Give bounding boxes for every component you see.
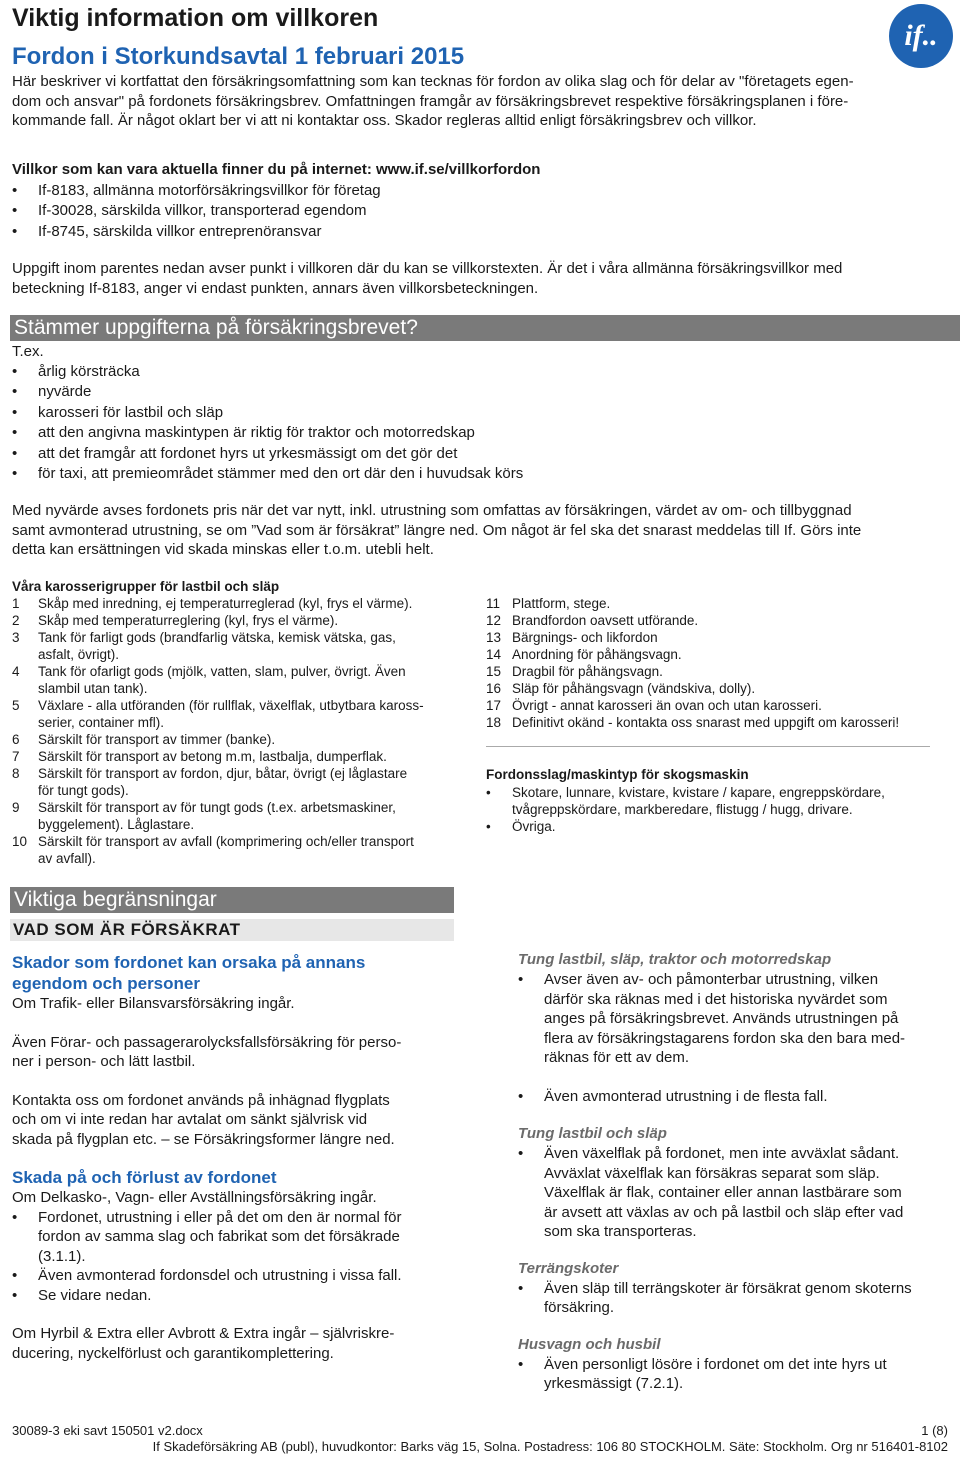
- list-item: 3 Tank för farligt gods (brandfarlig vätska, kemisk vätska, gas, asfalt, övrigt).: [12, 630, 396, 662]
- new-value-paragraph: Med nyvärde avses fordonets pris när det var nytt, inkl. utrustning som omfattas av försäkringen, värdet av om- och tillbyggnad samt avmonterad utrustning, se om ”Vad som är försäkrat” längre ned. Om något är fel ska det snarast meddelas till If. Görs inte detta kan ersättningen vid skada minskas eller t.o.m. utebli helt.: [12, 502, 862, 558]
- if-logo: if..: [889, 4, 953, 68]
- forestry-heading: Fordonsslag/maskintyp för skogsmaskin: [486, 767, 749, 782]
- list-item: • Skotare, lunnare, kvistare, kvistare / kapare, engreppskördare, tvågreppskördare, markberedare, flistugg / hugg, drivare.: [486, 784, 946, 818]
- footer-company-info: If Skadeförsäkring AB (publ), huvudkontor: Barks väg 15, Solna. Postadress: 106 80 STOCKHOLM. Säte: Stockholm. Org nr 516401-8102: [152, 1439, 948, 1454]
- section-bar-limits: Viktiga begränsningar: [10, 887, 454, 913]
- list-item: • Se vidare nedan.: [12, 1286, 462, 1306]
- intro-paragraph: Här beskriver vi kortfattat den försäkringsomfattning som kan tecknas för fordon av olika slag och för delar av "företagets egen- dom och ansvar" på fordonets försäkringsbrev. Omfattningen framgår av försäkringsbrevet respektive försäkringsplanen i före- kommande fall. Är något oklart ber vi att ni kontaktar oss. Skador regleras alltid enligt försäkringsbrev och villkor.: [12, 73, 854, 129]
- list-item: 6 Särskilt för transport av timmer (banke).: [12, 732, 276, 747]
- terms-note: Uppgift inom parentes nedan avser punkt i villkoren där du kan se villkorstexten. Är det i våra allmänna försäkringsvillkor med beteckning If-8183, anger vi endast punkten, annars även villkorsbeteckningen.: [12, 260, 843, 297]
- list-item: 5 Växlare - alla utföranden (för rullflak, växelflak, utbytbara kaross- serier, container mfl).: [12, 698, 424, 730]
- page-title: Viktig information om villkoren: [12, 4, 379, 32]
- list-item: • för taxi, att premieområdet stämmer med den ort där den i huvudsak körs: [12, 464, 952, 485]
- footer-page-number: 1 (8): [921, 1423, 948, 1438]
- list-item: • Även personligt lösöre i fordonet om det inte hyrs ut yrkesmässigt (7.2.1).: [518, 1355, 953, 1394]
- heading-caravan: Husvagn och husbil: [518, 1335, 661, 1353]
- check-section: T.ex. • årlig körsträcka • nyvärde • karosseri för lastbil och släp • att den angivna maskintypen är riktig för traktor och motorredskap • att det framgår att fordonet hyrs ut yrkesmässigt om det gör det • för taxi, att premieområdet stämmer med den ort där den i huvudsak körs: [12, 342, 952, 485]
- list-item: 18 Definitivt okänd - kontakta oss snarast med uppgift om karosseri!: [486, 715, 900, 730]
- list-item: 17 Övrigt - annat karosseri än ovan och utan karosseri.: [486, 698, 822, 713]
- list-item: 16 Släp för påhängsvagn (vändskiva, dolly).: [486, 681, 756, 696]
- list-item: • karosseri för lastbil och släp: [12, 403, 952, 424]
- body-groups-right: [486, 595, 956, 731]
- list-item: 13 Bärgnings- och likfordon: [486, 630, 658, 645]
- page-subtitle: Fordon i Storkundsavtal 1 februari 2015: [12, 43, 465, 70]
- list-item: • If-8183, allmänna motorförsäkringsvillkor för företag: [12, 181, 952, 202]
- terms-section: [12, 160, 952, 242]
- list-item: 9 Särskilt för transport av för tungt gods (t.ex. arbetsmaskiner, byggelement). Låglastare.: [12, 800, 396, 832]
- terms-list: [12, 181, 952, 243]
- heading-third-party: Skador som fordonet kan orsaka på annans egendom och personer: [12, 953, 366, 993]
- list-item: • årlig körsträcka: [12, 362, 952, 383]
- list-item: • Även släp till terrängskoter är försäkrat genom skoterns försäkring.: [518, 1279, 953, 1318]
- list-item: 10 Särskilt för transport av avfall (komprimering och/eller transport av avfall).: [12, 834, 414, 866]
- heading-snowmobile: Terrängskoter: [518, 1259, 619, 1277]
- body-groups-heading: Våra karosserigrupper för lastbil och släp: [12, 579, 280, 594]
- terms-heading: Villkor som kan vara aktuella finner du på internet: www.if.se/villkorfordon: [12, 161, 541, 178]
- list-item: 8 Särskilt för transport av fordon, djur, båtar, övrigt (ej låglastare för tungt gods).: [12, 766, 408, 798]
- list-item: 12 Brandfordon oavsett utförande.: [486, 613, 699, 628]
- heading-vehicle-damage: Skada på och förlust av fordonet: [12, 1168, 277, 1187]
- list-item: 7 Särskilt för transport av betong m.m, lastbalja, dumperflak.: [12, 749, 387, 764]
- limits-left-column: Skador som fordonet kan orsaka på annans egendom och personer Om Trafik- eller Bilansvarsförsäkring ingår. Även Förar- och passagerarolycksfallsförsäkring för perso- ner i person- och lätt lastbil. Kontakta oss om fordonet används på inhägnad flygplats och om vi inte redan har avtalat om sänkt självrisk vid skada på flygplan etc. – se Försäkringsformer längre ned. Skada på och förlust av fordonet Om Delkasko-, Vagn- eller Avställningsförsäkring ingår. • Fordonet, utrustning i eller på det om den är normal för fordon av samma slag och fabrikat som det försäkrade (3.1.1). • Även avmonterad fordonsdel och utrustning i vissa fall. • Se vidare nedan. Om Hyrbil & Extra eller Avbrott & Extra ingår – självriskre- ducering, nyckelförlust och garantikomplettering.: [12, 952, 462, 1363]
- list-item: • att den angivna maskintypen är riktig för traktor och motorredskap: [12, 423, 952, 444]
- list-item: • If-8745, särskilda villkor entreprenöransvar: [12, 222, 952, 243]
- list-item: 11 Plattform, stege.: [486, 596, 611, 611]
- list-item: • Övriga.: [486, 818, 946, 835]
- list-item: 1 Skåp med inredning, ej temperaturreglerad (kyl, frys el värme).: [12, 596, 413, 611]
- heading-heavy-truck: Tung lastbil, släp, traktor och motorredskap: [518, 951, 832, 968]
- check-list: [12, 362, 952, 485]
- list-item: 2 Skåp med temperaturreglering (kyl, frys el värme).: [12, 613, 339, 628]
- divider: [486, 746, 930, 747]
- list-item: • att det framgår att fordonet hyrs ut yrkesmässigt om det gör det: [12, 444, 952, 465]
- list-item: • Även avmonterad fordonsdel och utrustning i vissa fall.: [12, 1266, 462, 1286]
- limits-right-column: [518, 950, 953, 1394]
- list-item: • nyvärde: [12, 382, 952, 403]
- list-item: 4 Tank för ofarligt gods (mjölk, vatten, slam, pulver, övrigt. Även slambil utan tank).: [12, 664, 406, 696]
- list-item: • Även avmonterad utrustning i de flesta fall.: [518, 1087, 953, 1107]
- list-item: 14 Anordning för påhängsvagn.: [486, 647, 682, 662]
- forestry-section: [486, 766, 946, 835]
- list-item: • Fordonet, utrustning i eller på det om den är normal för fordon av samma slag och fabrikat som det försäkrade (3.1.1).: [12, 1208, 462, 1267]
- subsection-bar-insured: VAD SOM ÄR FÖRSÄKRAT: [10, 919, 454, 941]
- list-item: • Avser även av- och påmonterbar utrustning, vilken därför ska räknas med i det historiska nyvärdet som anges på försäkringsbrevet. Används utrustningen på flera av försäkringstagarens fordon ska den bara med- räknas för ett av dem.: [518, 970, 953, 1068]
- footer-doc-id: 30089-3 eki savt 150501 v2.docx: [12, 1423, 203, 1438]
- body-groups-left: [12, 578, 472, 867]
- list-item: • If-30028, särskilda villkor, transporterad egendom: [12, 201, 952, 222]
- heading-truck-trailer: Tung lastbil och släp: [518, 1125, 667, 1142]
- section-bar-check: Stämmer uppgifterna på försäkringsbrevet?: [10, 315, 960, 341]
- list-item: 15 Dragbil för påhängsvagn.: [486, 664, 663, 679]
- list-item: • Även växelflak på fordonet, men inte avväxlat sådant. Avväxlat växelflak kan försäkras separat som släp. Växelflak är flak, container eller annan lastbärare som är avsett att växlas av och på lastbil och släp efter vad som ska transporteras.: [518, 1144, 953, 1242]
